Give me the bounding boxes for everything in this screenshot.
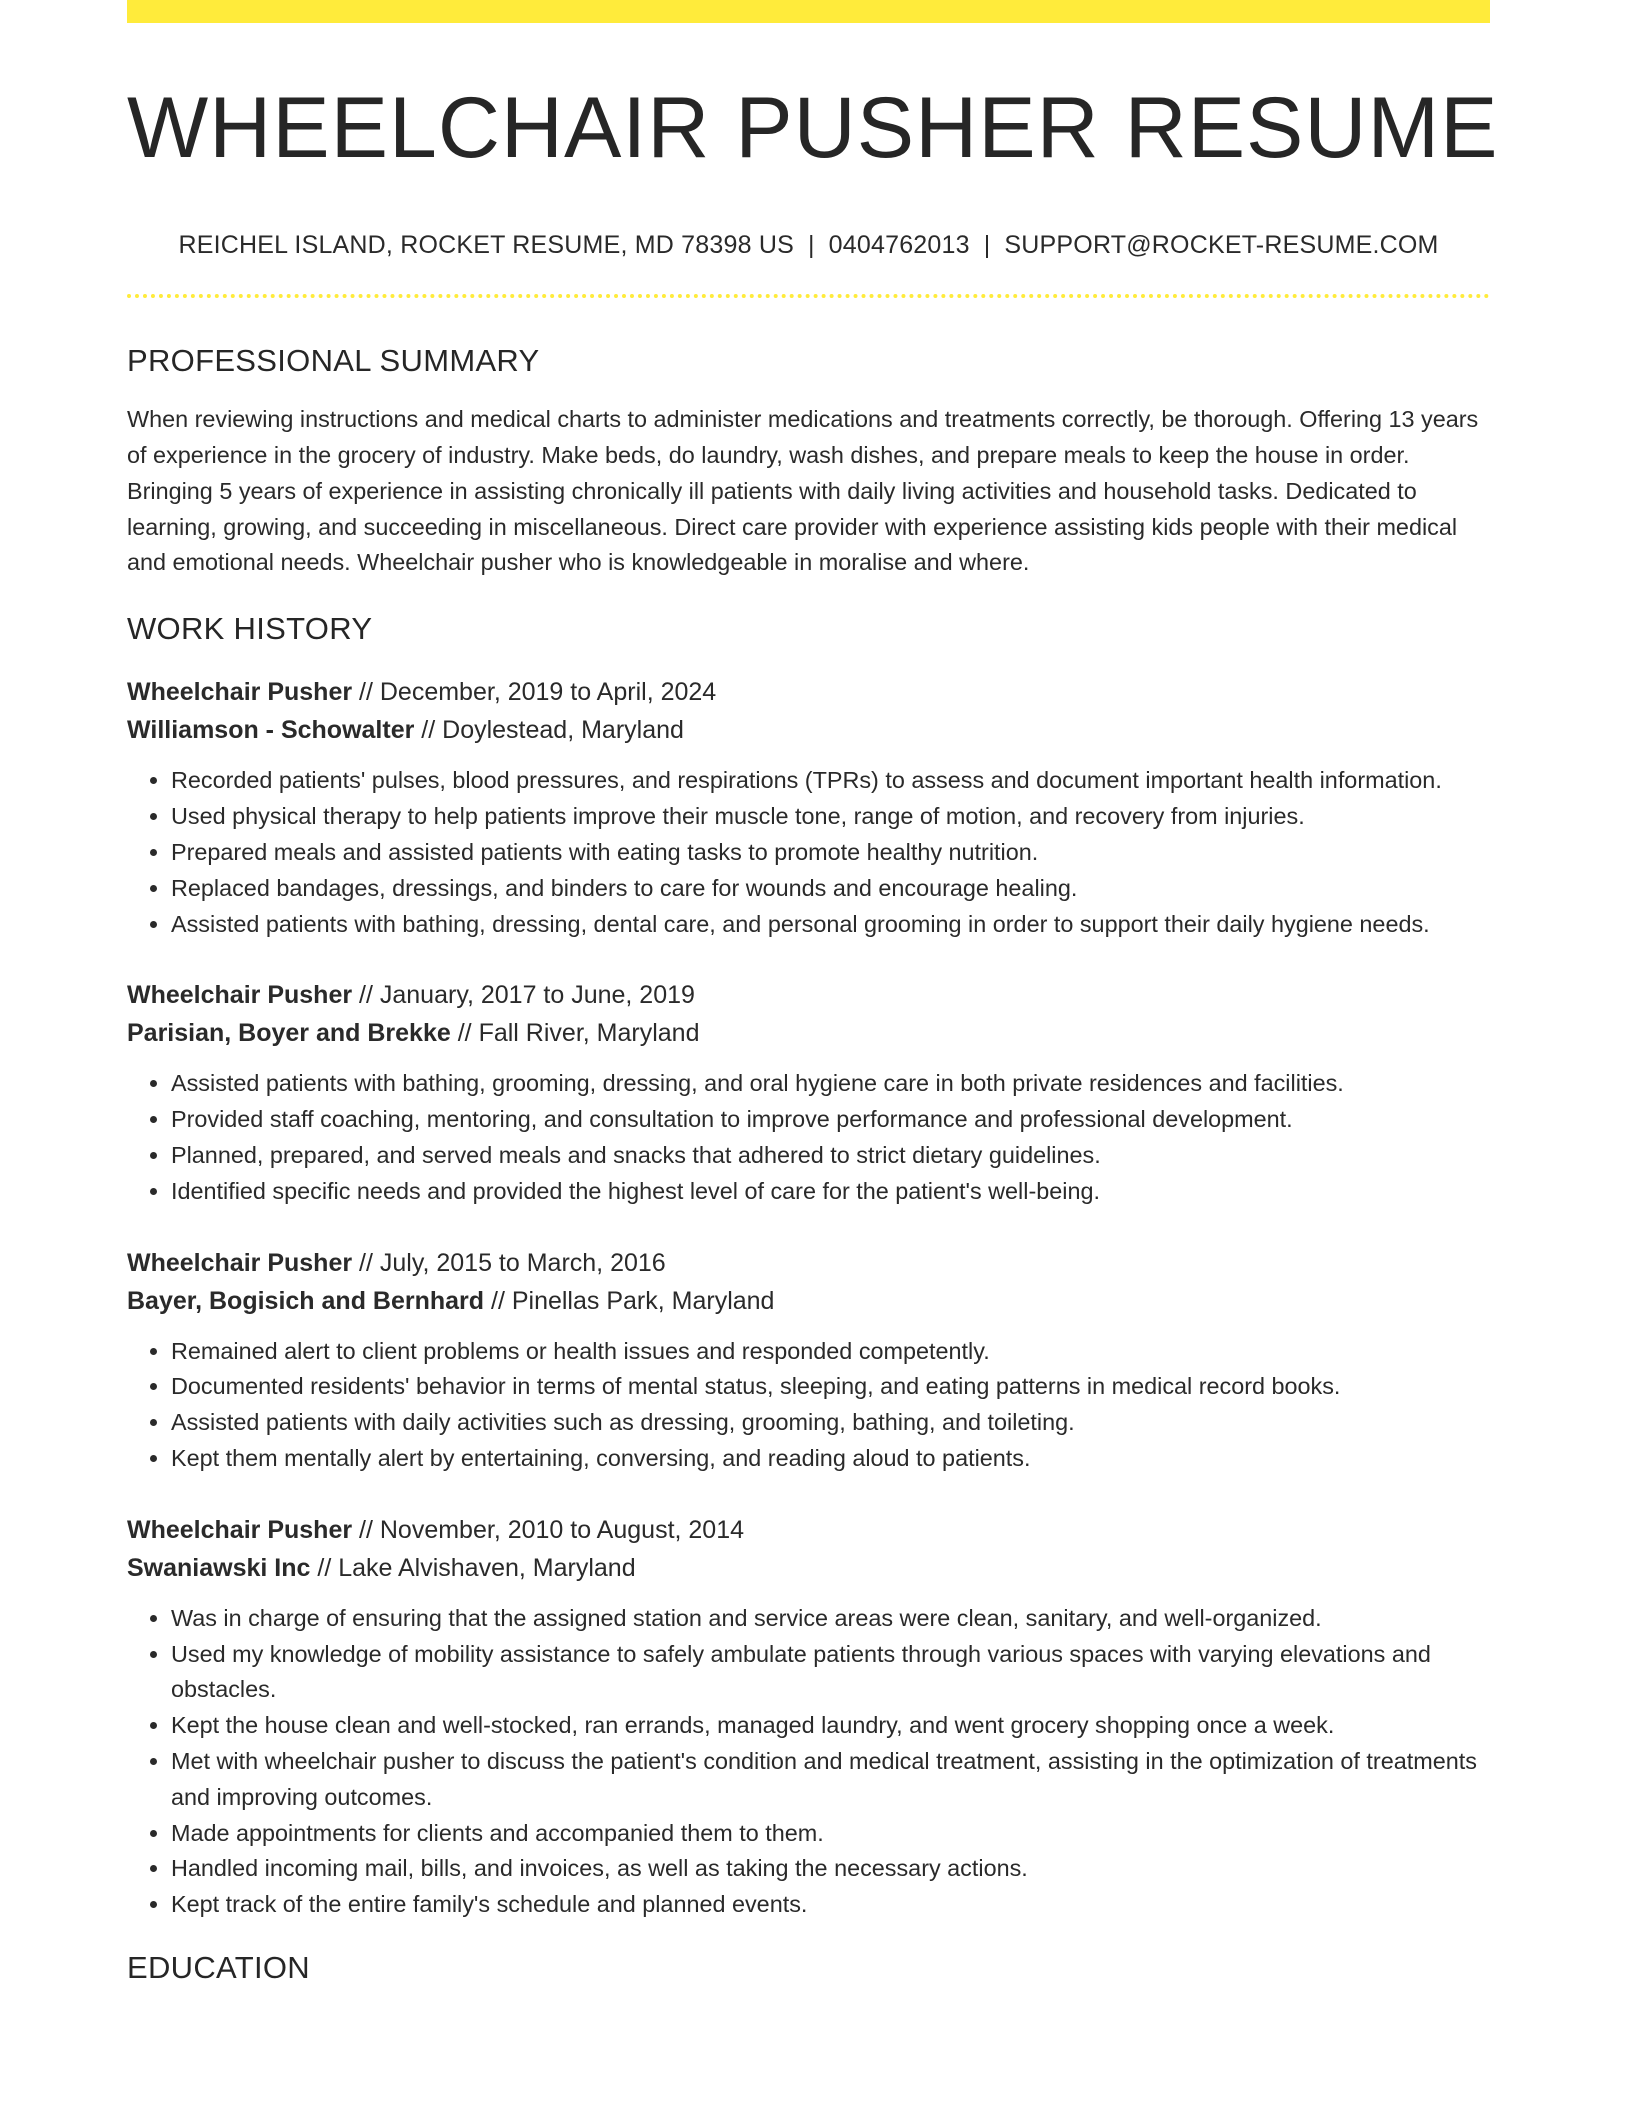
contact-address: REICHEL ISLAND, ROCKET RESUME, MD 78398 US <box>178 231 794 259</box>
contact-email: SUPPORT@ROCKET-RESUME.COM <box>1004 231 1439 259</box>
job-bullet-item: • Used my knowledge of mobility assistance to safely ambulate patients through various spaces with varying elevations and obstacles. <box>171 1637 1490 1709</box>
job-separator: // <box>352 678 380 707</box>
resume-page <box>127 0 1499 1986</box>
job-company: Williamson - Schowalter <box>127 716 415 745</box>
job-entry <box>127 976 1490 1209</box>
accent-top-bar <box>127 0 1490 23</box>
summary-heading: PROFESSIONAL SUMMARY <box>127 343 540 378</box>
job-bullet-item: • Provided staff coaching, mentoring, and consultation to improve performance and professional development. <box>171 1102 1490 1138</box>
job-entry <box>127 673 1490 942</box>
job-location: Lake Alvishaven, Maryland <box>338 1553 636 1582</box>
job-entry <box>127 1511 1490 1923</box>
job-bullet-item: • Assisted patients with bathing, grooming, dressing, and oral hygiene care in both private residences and facilities. <box>171 1066 1490 1102</box>
job-title-line <box>127 976 1490 1014</box>
job-title: Wheelchair Pusher <box>127 1248 353 1277</box>
job-location: Pinellas Park, Maryland <box>511 1286 775 1315</box>
job-bullet-item: • Met with wheelchair pusher to discuss the patient's condition and medical treatment, assisting in the optimization of treatments and improving outcomes. <box>171 1744 1490 1816</box>
job-bullet-list <box>127 1601 1490 1923</box>
summary-text: When reviewing instructions and medical charts to administer medications and treatments correctly, be thorough. Offering 13 years of experience in the grocery of industry. Make beds, do laundry, wash dishes, and prepare meals to keep the house in order. Bringing 5 years of experience in assisting chronically ill patients with daily living activities and household tasks. Dedicated to learning, growing, and succeeding in miscellaneous. Direct care provider with experience assisting kids people with their medical and emotional needs. Wheelchair pusher who is knowledgeable in moralise and where. <box>127 406 1479 576</box>
job-entry <box>127 1244 1490 1477</box>
job-bullet-item: • Used physical therapy to help patients improve their muscle tone, range of motion, and recovery from injuries. <box>171 799 1490 835</box>
job-dates: December, 2019 to April, 2024 <box>379 678 717 707</box>
contact-separator: | <box>983 231 991 259</box>
job-bullet-item: • Kept track of the entire family's schedule and planned events. <box>171 1887 1490 1923</box>
job-dates: July, 2015 to March, 2016 <box>379 1248 666 1277</box>
job-location: Doylestead, Maryland <box>442 716 684 745</box>
job-bullet-item: • Made appointments for clients and accompanied them to them. <box>171 1816 1490 1852</box>
job-title: Wheelchair Pusher <box>127 1515 353 1544</box>
job-title: Wheelchair Pusher <box>127 678 353 707</box>
education-heading: EDUCATION <box>127 1949 310 1985</box>
job-bullet-item: • Handled incoming mail, bills, and invoices, as well as taking the necessary actions. <box>171 1851 1490 1887</box>
job-separator: // <box>352 1515 380 1544</box>
job-title: Wheelchair Pusher <box>127 981 353 1010</box>
job-bullet-item: • Identified specific needs and provided the highest level of care for the patient's well-being. <box>171 1174 1490 1210</box>
job-bullet-item: • Recorded patients' pulses, blood pressures, and respirations (TPRs) to assess and document important health information. <box>171 763 1490 799</box>
job-company-line <box>127 1549 1490 1587</box>
job-bullet-list <box>127 1334 1490 1477</box>
job-bullet-item: • Was in charge of ensuring that the assigned station and service areas were clean, sanitary, and well-organized. <box>171 1601 1490 1637</box>
job-bullet-item: • Kept them mentally alert by entertaining, conversing, and reading aloud to patients. <box>171 1441 1490 1477</box>
job-dates: January, 2017 to June, 2019 <box>379 981 695 1010</box>
job-separator: // <box>414 716 443 745</box>
work-history-heading: WORK HISTORY <box>127 611 373 647</box>
job-separator: // <box>484 1286 512 1315</box>
resume-title: WHEELCHAIR PUSHER RESUME <box>127 80 1499 176</box>
job-separator: // <box>450 1019 479 1048</box>
job-company: Parisian, Boyer and Brekke <box>127 1019 451 1048</box>
work-history-list <box>127 673 1490 1923</box>
contact-phone: 0404762013 <box>828 231 970 259</box>
job-company: Swaniawski Inc <box>127 1553 311 1582</box>
job-company-line <box>127 1282 1490 1320</box>
job-company-line <box>127 1014 1490 1052</box>
contact-line <box>127 231 1490 260</box>
job-dates: November, 2010 to August, 2014 <box>379 1515 745 1544</box>
job-bullet-item: • Replaced bandages, dressings, and binders to care for wounds and encourage healing. <box>171 871 1490 907</box>
job-separator: // <box>352 1248 380 1277</box>
job-bullet-item: • Planned, prepared, and served meals and snacks that adhered to strict dietary guidelines. <box>171 1138 1490 1174</box>
job-bullet-list <box>127 763 1490 942</box>
job-company: Bayer, Bogisich and Bernhard <box>127 1286 485 1315</box>
job-bullet-item: • Documented residents' behavior in terms of mental status, sleeping, and eating patterns in medical record books. <box>171 1369 1490 1405</box>
job-bullet-list <box>127 1066 1490 1209</box>
job-bullet-item: • Assisted patients with bathing, dressing, dental care, and personal grooming in order to support their daily hygiene needs. <box>171 907 1490 943</box>
job-separator: // <box>310 1553 339 1582</box>
job-company-line <box>127 711 1490 749</box>
job-location: Fall River, Maryland <box>478 1019 700 1048</box>
job-bullet-item: • Remained alert to client problems or health issues and responded competently. <box>171 1334 1490 1370</box>
job-title-line <box>127 673 1490 711</box>
job-title-line <box>127 1511 1490 1549</box>
dotted-divider <box>127 294 1490 298</box>
job-bullet-item: • Kept the house clean and well-stocked, ran errands, managed laundry, and went grocery shopping once a week. <box>171 1708 1490 1744</box>
job-separator: // <box>352 981 380 1010</box>
job-bullet-item: • Prepared meals and assisted patients with eating tasks to promote healthy nutrition. <box>171 835 1490 871</box>
job-title-line <box>127 1244 1490 1282</box>
job-bullet-item: • Assisted patients with daily activities such as dressing, grooming, bathing, and toileting. <box>171 1405 1490 1441</box>
contact-separator: | <box>807 231 815 259</box>
